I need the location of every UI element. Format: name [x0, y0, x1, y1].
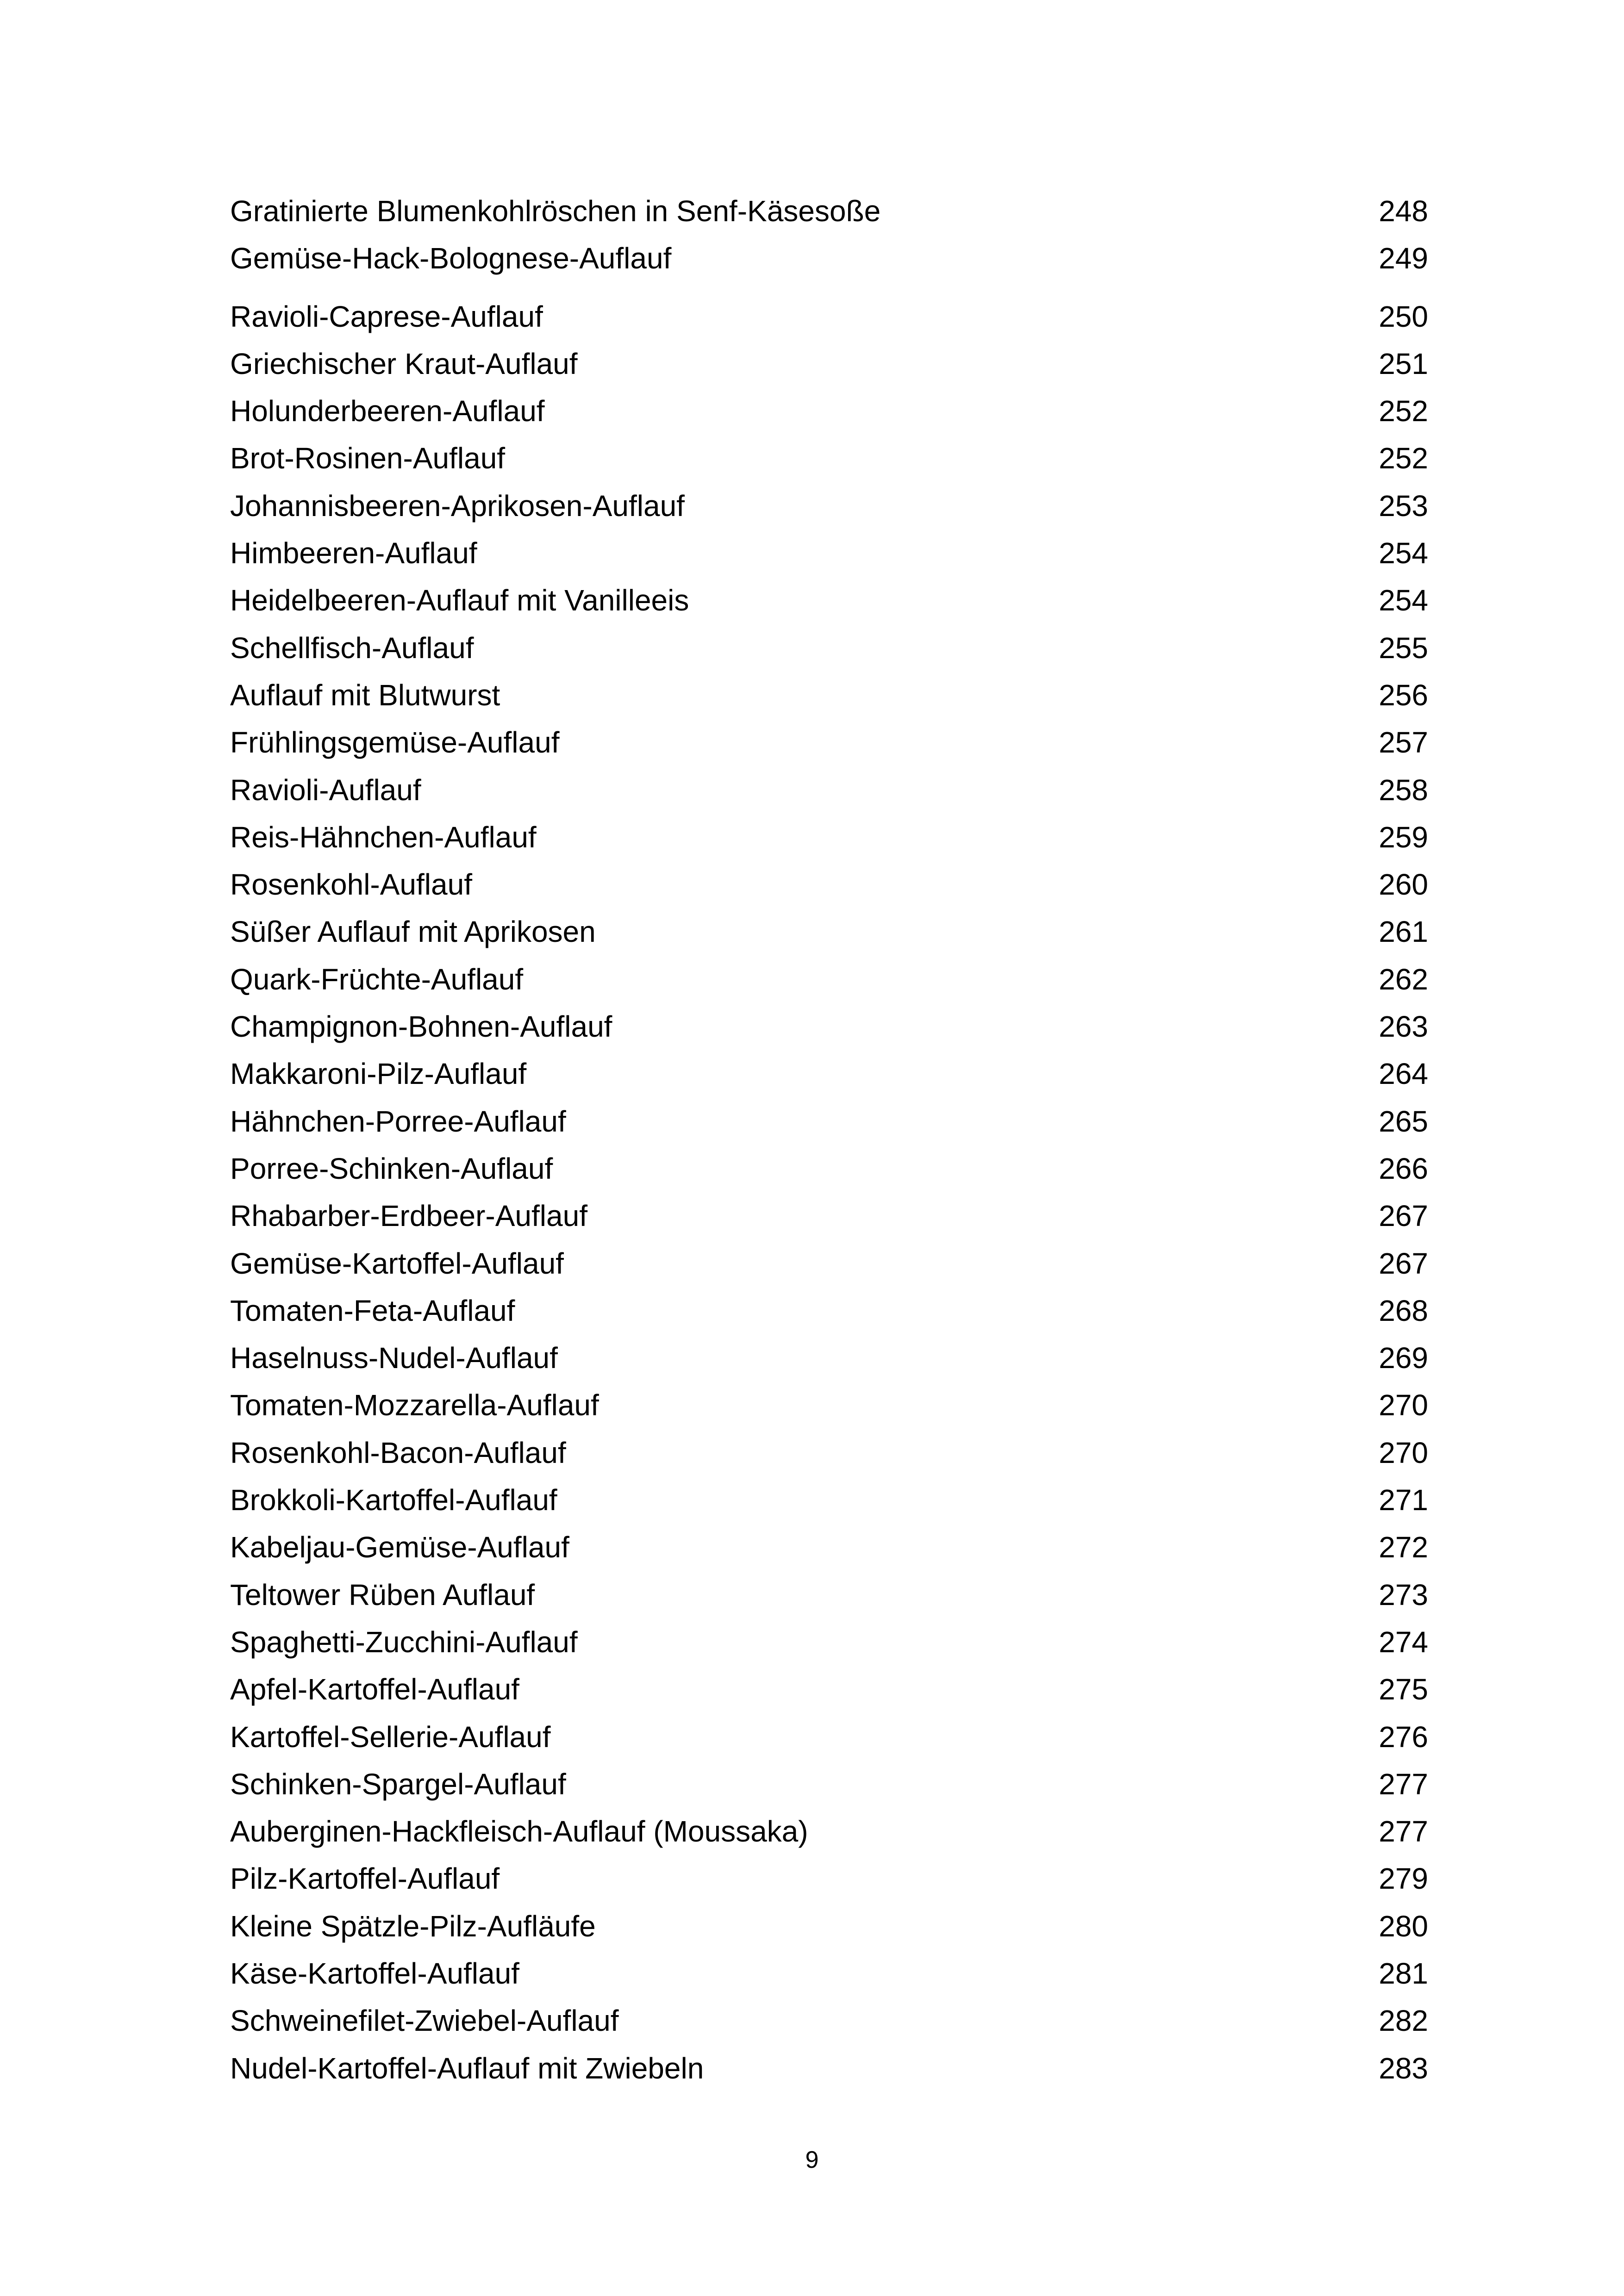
toc-entry: [230, 814, 1428, 861]
toc-entry: [230, 1713, 1428, 1761]
toc-entry-title: Quark-Früchte-Auflauf: [230, 962, 524, 996]
toc-entry-page: 254: [1379, 536, 1428, 570]
toc-entry: [230, 1997, 1428, 2044]
toc-entry-page: 248: [1379, 194, 1428, 228]
toc-entry: [230, 1145, 1428, 1192]
toc-entry-title: Pilz-Kartoffel-Auflauf: [230, 1862, 500, 1896]
toc-entry-page: 274: [1379, 1625, 1428, 1659]
toc-entry-page: 271: [1379, 1483, 1428, 1517]
toc-entry-page: 270: [1379, 1436, 1428, 1469]
toc-entry-title: Schellfisch-Auflauf: [230, 631, 474, 665]
toc-entry-page: 252: [1379, 442, 1428, 475]
toc-entry-page: 250: [1379, 299, 1428, 333]
toc-entry-page: 261: [1379, 915, 1428, 949]
toc-entry-title: Süßer Auflauf mit Aprikosen: [230, 915, 596, 949]
toc-entry-page: 275: [1379, 1673, 1428, 1706]
toc-entry-page: 254: [1379, 584, 1428, 617]
toc-entry: [230, 766, 1428, 814]
toc-entry: [230, 1334, 1428, 1381]
toc-entry: [230, 1240, 1428, 1287]
toc-entry-page: 257: [1379, 726, 1428, 759]
toc-entry: [230, 1050, 1428, 1097]
toc-entry-page: 262: [1379, 962, 1428, 996]
toc-entry-title: Kleine Spätzle-Pilz-Aufläufe: [230, 1909, 596, 1943]
toc-entry-title: Auberginen-Hackfleisch-Auflauf (Moussaka): [230, 1815, 808, 1848]
toc-entry-page: 276: [1379, 1720, 1428, 1754]
toc-entry-page: 282: [1379, 2004, 1428, 2038]
toc-entry-page: 283: [1379, 2051, 1428, 2085]
toc-entry: [230, 624, 1428, 672]
toc-entry: [230, 1571, 1428, 1618]
toc-entry-title: Gratinierte Blumenkohlröschen in Senf-Käsesoße: [230, 194, 881, 228]
toc-entry: [230, 1855, 1428, 1902]
toc-entry-page: 258: [1379, 773, 1428, 807]
toc-entry: [230, 1192, 1428, 1239]
toc-entry-page: 266: [1379, 1151, 1428, 1185]
toc-entry-title: Käse-Kartoffel-Auflauf: [230, 1956, 519, 1990]
toc-entry-page: 277: [1379, 1815, 1428, 1848]
toc-entry: [230, 1666, 1428, 1713]
toc-entry-page: 265: [1379, 1104, 1428, 1138]
toc-entry-title: Schinken-Spargel-Auflauf: [230, 1767, 566, 1801]
toc-entry: [230, 235, 1428, 282]
table-of-contents: [230, 187, 1428, 2092]
toc-entry: [230, 529, 1428, 577]
toc-entry-page: 259: [1379, 820, 1428, 854]
toc-entry-page: 269: [1379, 1341, 1428, 1375]
toc-entry-title: Haselnuss-Nudel-Auflauf: [230, 1341, 558, 1375]
toc-entry: [230, 1524, 1428, 1571]
toc-entry-title: Griechischer Kraut-Auflauf: [230, 347, 578, 380]
toc-entry-page: 270: [1379, 1388, 1428, 1422]
toc-entry-title: Nudel-Kartoffel-Auflauf mit Zwiebeln: [230, 2051, 704, 2085]
toc-entry-page: 281: [1379, 1956, 1428, 1990]
toc-entry-page: 252: [1379, 394, 1428, 428]
toc-entry-title: Rosenkohl-Auflauf: [230, 868, 472, 902]
toc-entry: [230, 1429, 1428, 1476]
toc-entry-title: Rhabarber-Erdbeer-Auflauf: [230, 1199, 587, 1233]
toc-entry-title: Champignon-Bohnen-Auflauf: [230, 1010, 612, 1044]
toc-entry-title: Makkaroni-Pilz-Auflauf: [230, 1057, 527, 1091]
toc-entry-title: Gemüse-Hack-Bolognese-Auflauf: [230, 242, 672, 275]
toc-entry: [230, 1381, 1428, 1429]
toc-entry-page: 273: [1379, 1578, 1428, 1612]
toc-entry-title: Tomaten-Feta-Auflauf: [230, 1294, 515, 1327]
toc-entry: [230, 861, 1428, 908]
toc-entry-title: Johannisbeeren-Aprikosen-Auflauf: [230, 489, 685, 523]
toc-entry: [230, 482, 1428, 529]
toc-entry: [230, 719, 1428, 766]
toc-entry-title: Himbeeren-Auflauf: [230, 536, 477, 570]
toc-entry-title: Gemüse-Kartoffel-Auflauf: [230, 1246, 564, 1280]
toc-entry-title: Ravioli-Auflauf: [230, 773, 421, 807]
toc-entry-title: Rosenkohl-Bacon-Auflauf: [230, 1436, 566, 1469]
toc-entry: [230, 1903, 1428, 1950]
toc-entry-page: 249: [1379, 242, 1428, 275]
toc-entry-title: Auflauf mit Blutwurst: [230, 678, 500, 712]
toc-entry: [230, 908, 1428, 955]
toc-entry-page: 277: [1379, 1767, 1428, 1801]
toc-entry: [230, 293, 1428, 340]
toc-entry: [230, 187, 1428, 235]
toc-entry-title: Teltower Rüben Auflauf: [230, 1578, 535, 1612]
page-number: 9: [805, 2147, 819, 2173]
toc-entry: [230, 1476, 1428, 1524]
toc-entry: [230, 1618, 1428, 1666]
toc-entry-title: Porree-Schinken-Auflauf: [230, 1151, 553, 1185]
toc-entry: [230, 1098, 1428, 1145]
toc-entry: [230, 435, 1428, 482]
toc-entry-page: 255: [1379, 631, 1428, 665]
toc-entry-page: 268: [1379, 1294, 1428, 1327]
toc-entry-title: Frühlingsgemüse-Auflauf: [230, 726, 560, 759]
toc-entry-page: 260: [1379, 868, 1428, 902]
toc-entry-title: Heidelbeeren-Auflauf mit Vanilleeis: [230, 584, 689, 617]
toc-entry-page: 279: [1379, 1862, 1428, 1896]
toc-entry: [230, 577, 1428, 624]
toc-entry-title: Tomaten-Mozzarella-Auflauf: [230, 1388, 599, 1422]
toc-entry: [230, 2045, 1428, 2092]
toc-entry: [230, 1003, 1428, 1050]
toc-entry: [230, 1761, 1428, 1808]
toc-entry-title: Brot-Rosinen-Auflauf: [230, 442, 506, 475]
toc-entry-title: Kartoffel-Sellerie-Auflauf: [230, 1720, 551, 1754]
toc-entry-title: Hähnchen-Porree-Auflauf: [230, 1104, 566, 1138]
toc-entry-title: Holunderbeeren-Auflauf: [230, 394, 545, 428]
toc-entry-title: Apfel-Kartoffel-Auflauf: [230, 1673, 519, 1706]
toc-entry-page: 267: [1379, 1246, 1428, 1280]
toc-entry-page: 280: [1379, 1909, 1428, 1943]
toc-entry: [230, 387, 1428, 435]
toc-entry-title: Spaghetti-Zucchini-Auflauf: [230, 1625, 578, 1659]
toc-entry: [230, 672, 1428, 719]
toc-entry-title: Kabeljau-Gemüse-Auflauf: [230, 1531, 569, 1564]
toc-entry-title: Ravioli-Caprese-Auflauf: [230, 299, 543, 333]
toc-entry-page: 251: [1379, 347, 1428, 380]
toc-entry-page: 264: [1379, 1057, 1428, 1091]
toc-entry-page: 263: [1379, 1010, 1428, 1044]
toc-entry-title: Reis-Hähnchen-Auflauf: [230, 820, 537, 854]
toc-entry: [230, 1808, 1428, 1855]
toc-entry: [230, 1950, 1428, 1997]
toc-entry: [230, 956, 1428, 1003]
toc-entry-page: 256: [1379, 678, 1428, 712]
toc-entry-page: 253: [1379, 489, 1428, 523]
toc-entry: [230, 340, 1428, 387]
toc-entry-page: 267: [1379, 1199, 1428, 1233]
toc-entry-title: Brokkoli-Kartoffel-Auflauf: [230, 1483, 557, 1517]
toc-entry: [230, 1287, 1428, 1334]
toc-entry-page: 272: [1379, 1531, 1428, 1564]
toc-entry-title: Schweinefilet-Zwiebel-Auflauf: [230, 2004, 619, 2038]
